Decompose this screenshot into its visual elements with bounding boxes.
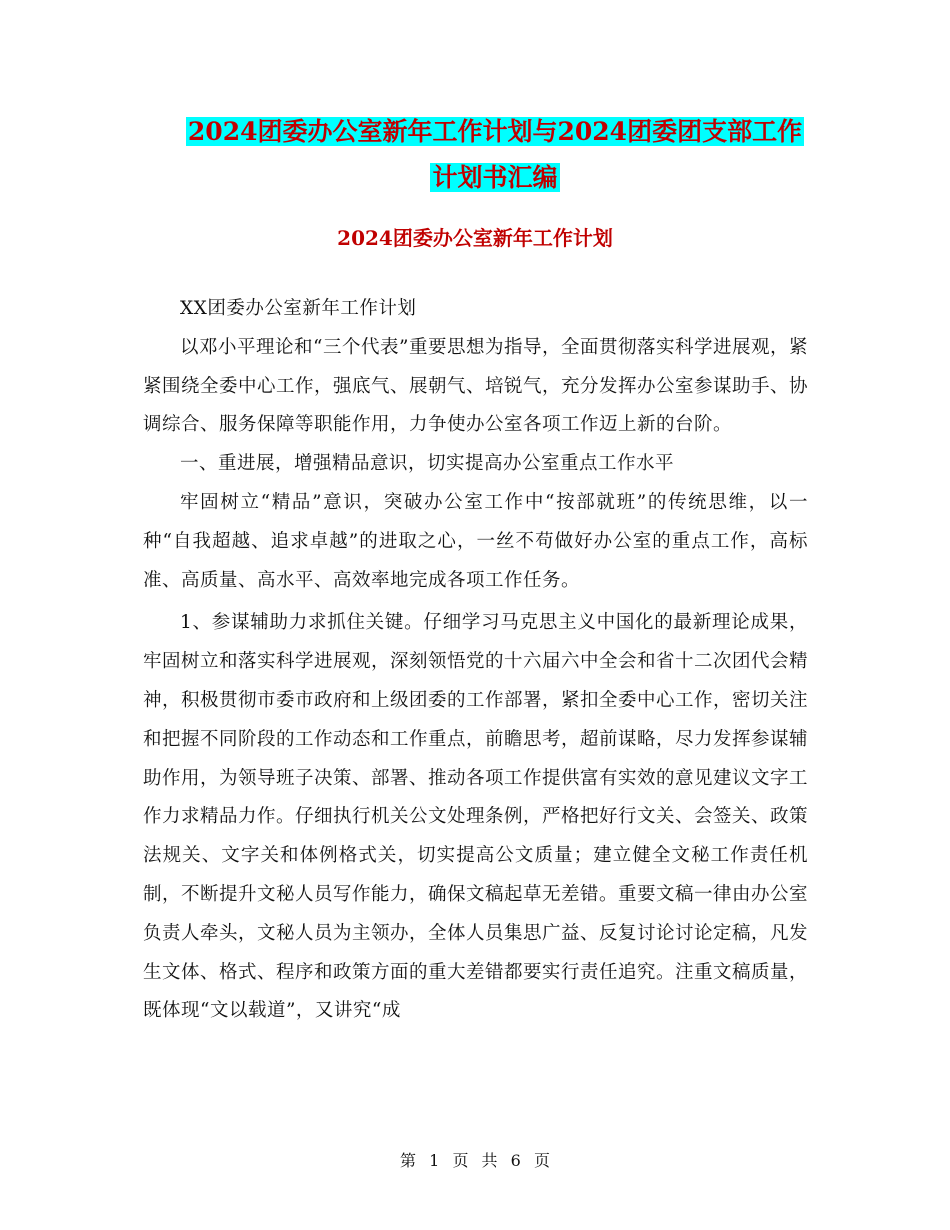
paragraph: 1、参谋辅助力求抓住关键。仔细学习马克思主义中国化的最新理论成果，牢固树立和落实科学进展观，深刻领悟党的十六届六中全会和省十二次团代会精神，积极贯彻市委市政府和上级团委的工作部署，紧扣全委中心工作，密切关注和把握不同阶段的工作动态和工作重点，前瞻思考，超前谋略，尽力发挥参谋辅助作用，为领导班子决策、部署、推动各项工作提供富有实效的意见建议文字工作力求精品力作。仔细执行机关公文处理条例，严格把好行文关、会签关、政策法规关、文字关和体例格式关，切实提高公文质量；建立健全文秘工作责任机制，不断提升文秘人员写作能力，确保文稿起草无差错。重要文稿一律由办公室负责人牵头，文秘人员为主领办，全体人员集思广益、反复讨论讨论定稿，凡发生文体、格式、程序和政策方面的重大差错都要实行责任追究。注重文稿质量，既体现“文以载道”，又讲究“成 (143, 612, 809, 1022)
footer-total-unit: 页 (533, 1151, 550, 1170)
paragraph: 牢固树立“精品”意识，突破办公室工作中“按部就班”的传统思维，以一种“自我超越、追求卓越”的进取之心，一丝不苟做好办公室的重点工作，高标准、高质量、高水平、高效率地完成各项工作任务。 (143, 491, 808, 591)
document-title-line-1 (140, 107, 850, 157)
footer-page-unit: 页 (452, 1151, 469, 1170)
document-title-line-2 (140, 153, 850, 203)
footer-page-label: 第 (400, 1151, 417, 1170)
footer-total-pages: 6 (510, 1151, 521, 1170)
document-body (143, 290, 808, 1031)
title-highlight: 2024团委办公室新年工作计划与2024团委团支部工作 (187, 117, 803, 146)
page-footer (0, 1148, 950, 1171)
footer-page-number: 1 (429, 1151, 440, 1170)
paragraph: 以邓小平理论和“三个代表”重要思想为指导，全面贯彻落实科学进展观，紧紧围绕全委中心工作，强底气、展朝气、培锐气，充分发挥办公室参谋助手、协调综合、服务保障等职能作用，力争使办公室各项工作迈上新的台阶。 (143, 336, 809, 436)
paragraph-heading: 一、重进展，增强精品意识，切实提高办公室重点工作水平 (180, 453, 675, 475)
footer-total-label: 共 (481, 1151, 498, 1170)
paragraph-subtitle: XX团委办公室新年工作计划 (180, 298, 417, 319)
section-heading: 2024团委办公室新年工作计划 (337, 226, 613, 250)
title-highlight: 计划书汇编 (432, 163, 558, 192)
